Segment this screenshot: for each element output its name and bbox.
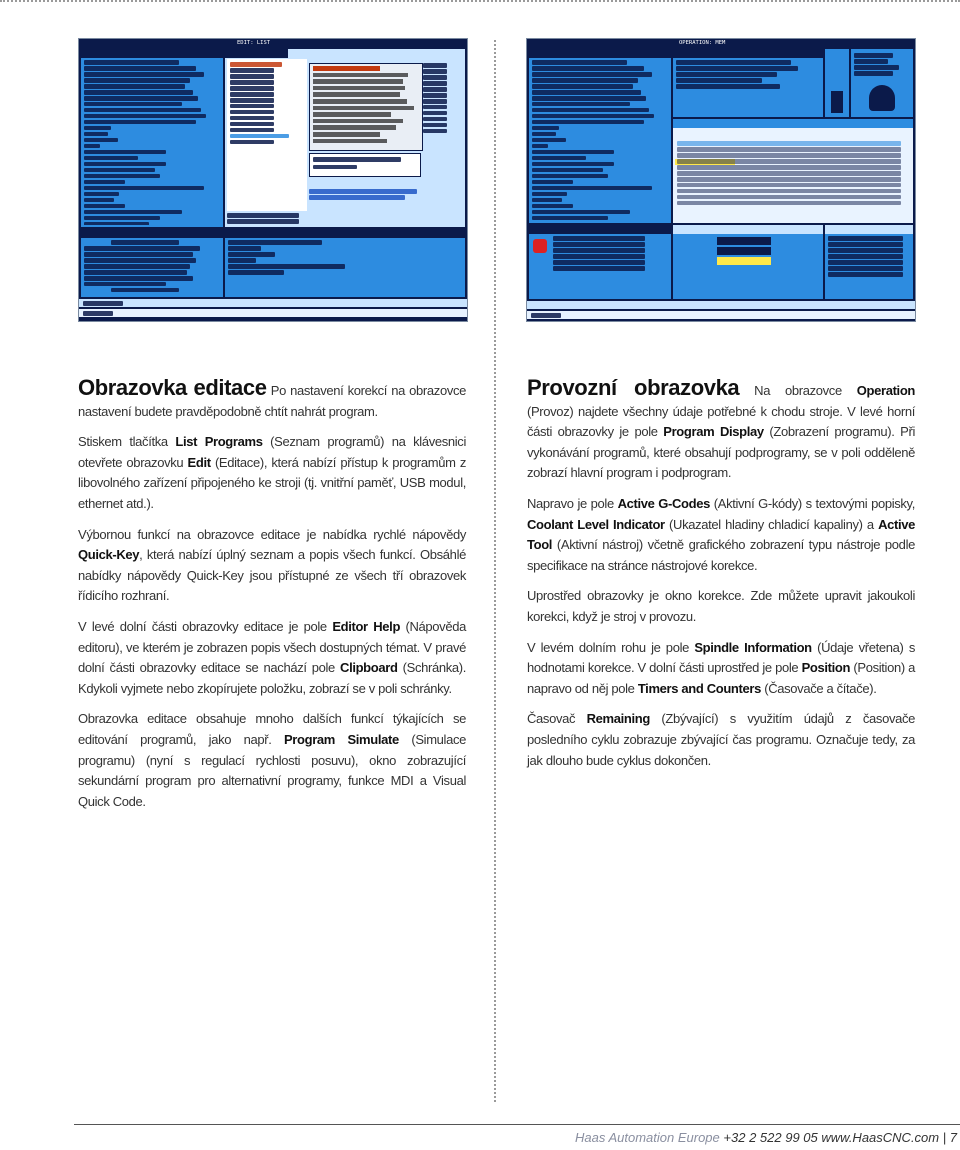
coolant-level-indicator <box>825 49 849 117</box>
tool-offsets-pane <box>673 119 913 223</box>
edit-input-field[interactable] <box>79 309 467 317</box>
spindle-title <box>529 225 671 234</box>
top-dotted-rule <box>0 0 960 2</box>
footer-text <box>575 1130 957 1145</box>
quick-key-menu[interactable] <box>309 63 423 151</box>
paragraph: Uprostřed obrazovky je okno korekce. Zde můžete upravit jakoukoli korekci, když je stroj v provozu. <box>527 588 915 624</box>
paragraph: Obrazovka editace obsahuje mnoho dalších funkcí týkajících se editování programů, jako např. Program Simulate (Simulace programu) (nyní s regulací rychlosti posuvu), okno zobrazující sekundární program pro alternativní programy, funkce MDI a Visual Quick Code. <box>78 711 467 809</box>
active-tool-pane <box>851 49 913 117</box>
spindle-information-pane <box>529 225 671 299</box>
position-pane <box>673 225 823 299</box>
page-footer <box>74 1124 960 1150</box>
help-hint <box>309 189 429 209</box>
position-title <box>673 225 823 234</box>
program-display-pane <box>81 49 223 227</box>
edit-screen-title: EDIT: LIST <box>237 40 271 46</box>
paragraph: Výbornou funkcí na obrazovce editace je nabídka rychlé nápovědy Quick-Key, která nabízí úplný seznam a popis všech funkcí. Obsáhlé nabídky nápovědy Quick-Key jsou přístupné ze všech tří obrazovek řídicího rozhraní. <box>78 526 466 604</box>
paragraph: Časovač Remaining (Zbývající) s využitím údajů z časovače posledního cyklu zobrazuje zbývající čas programu. Označuje tedy, za jak dlouho bude cyklus dokončen. <box>527 711 916 768</box>
clipboard-title <box>225 229 465 238</box>
paragraph: V levé dolní části obrazovky editace je pole Editor Help (Nápověda editoru), ve kterém je zobrazen popis všech dostupných témat. V pravé dolní části obrazovky editace se nachází pole Clipboard (Schránka). Kdykoli vyjmete nebo zkopírujete položku, zobrazí se v poli schránky. <box>78 618 466 696</box>
file-legend <box>227 213 317 225</box>
position-y <box>717 247 771 255</box>
left-text-column <box>78 375 467 822</box>
tool-graphic <box>869 85 895 111</box>
operation-screen-screenshot <box>526 38 916 322</box>
edit-screen-section-intro: Obrazovka editace Po nastavení korekcí na obrazovce nastavení budete pravděpodobně chtít nahrát program. <box>78 375 466 419</box>
operation-screen-title: OPERATION: MEM <box>679 40 726 46</box>
file-list[interactable] <box>227 59 307 211</box>
operation-screen-section-intro: Provozní obrazovka Na obrazovce Operation (Provoz) najdete všechny údaje potřebné k chodu stroje. V levé horní části obrazovky je pole Program Display (Zobrazení programu). Při vykonávání programů, které obsahují podprogramy, se v poli odděleně zobrazí hlavní program i podprogram. <box>527 375 915 481</box>
tool-offsets-title <box>673 119 913 128</box>
footer-separator: | <box>942 1130 947 1145</box>
operation-screen-heading: Provozní obrazovka <box>527 375 740 400</box>
position-x <box>717 237 771 245</box>
column-divider <box>494 40 496 1102</box>
file-dates <box>423 63 463 149</box>
page-number: 7 <box>949 1130 957 1145</box>
memory-tab[interactable] <box>225 49 288 58</box>
new-directory-dialog[interactable] <box>309 153 421 177</box>
footer-phone: +32 2 522 99 05 <box>723 1130 818 1145</box>
program-display-pane <box>529 49 671 223</box>
edit-screen-header <box>79 39 467 48</box>
operation-screen-header <box>527 39 915 48</box>
timers-counters-pane <box>825 225 913 299</box>
operation-input-field[interactable] <box>527 311 915 319</box>
position-z <box>717 257 771 265</box>
active-gcodes-title <box>673 49 823 58</box>
active-gcodes-pane <box>673 49 823 117</box>
footer-web[interactable]: www.HaasCNC.com <box>821 1130 940 1145</box>
operation-input-bar <box>527 301 915 309</box>
right-text-column <box>527 375 916 781</box>
edit-screen-heading: Obrazovka editace <box>78 375 267 400</box>
file-list-pane <box>225 49 465 227</box>
editor-help-pane <box>81 229 223 297</box>
timers-title <box>825 225 913 234</box>
edit-screen-screenshot <box>78 38 468 322</box>
paragraph: Napravo je pole Active G-Codes (Aktivní G-kódy) s textovými popisky, Coolant Level Indicator (Ukazatel hladiny chladicí kapaliny) a Active Tool (Aktivní nástroj) včetně grafického zobrazení typu nástroje podle specifikace na stránce nástrojové korekce. <box>527 495 915 573</box>
stop-sign-icon <box>533 239 547 253</box>
program-pane-title <box>529 49 671 58</box>
paragraph: V levém dolním rohu je pole Spindle Information (Údaje vřetena) s hodnotami korekce. V dolní části uprostřed je pole Position (Position) a napravo od něj pole Timers and Counters (Časovače a čítače). <box>527 639 916 696</box>
paragraph: Stiskem tlačítka List Programs (Seznam programů) na klávesnici otevřete obrazovku Edit (Editace), která nabízí přístup k programům z libovolného zařízení připojeného ke stroji (tj. vnitřní paměť, USB modul, ethernet atd.). <box>78 434 467 511</box>
footer-company: Haas Automation Europe <box>575 1130 720 1145</box>
edit-input-bar <box>79 299 467 307</box>
clipboard-pane <box>225 229 465 297</box>
program-pane-title <box>81 49 223 58</box>
editor-help-title <box>81 229 223 238</box>
